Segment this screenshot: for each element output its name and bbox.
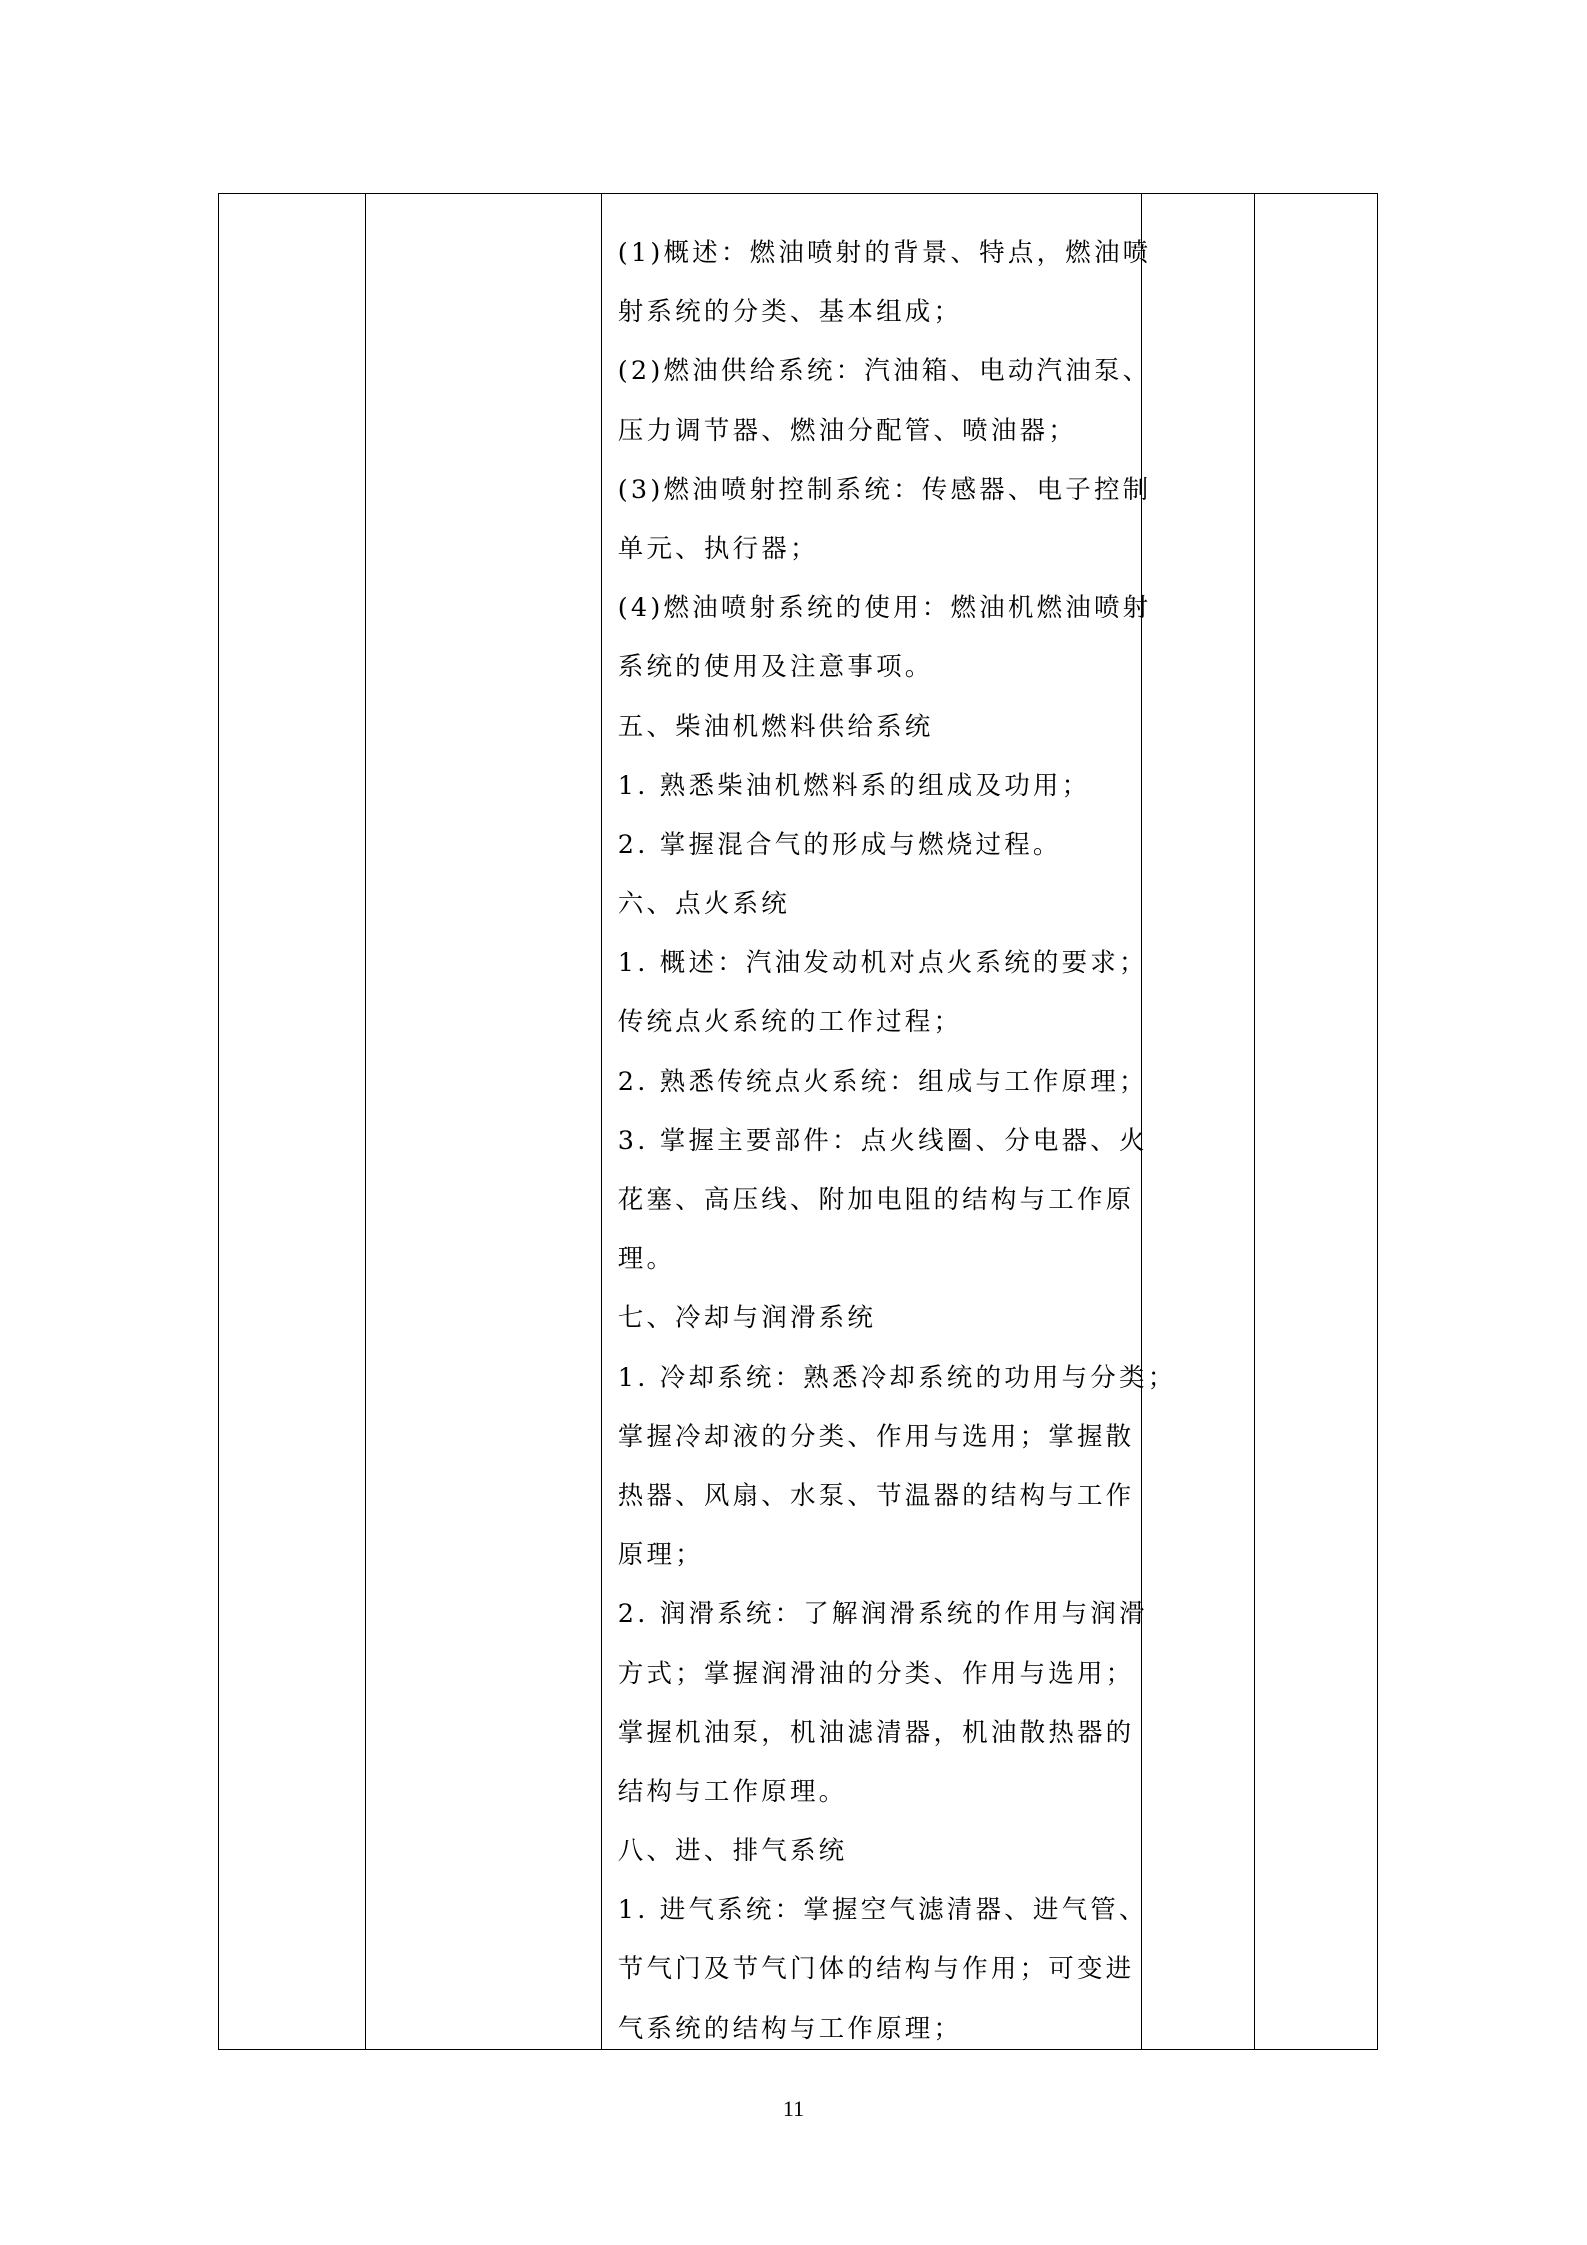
content-line: 2. 润滑系统：了解润滑系统的作用与润滑: [617, 1599, 1148, 1630]
content-line: 单元、执行器；: [617, 533, 819, 564]
content-line: 热器、风扇、水泵、节温器的结构与工作: [617, 1480, 1135, 1511]
content-line: 花塞、高压线、附加电阻的结构与工作原: [617, 1185, 1135, 1215]
table-column-1: [219, 194, 366, 2049]
content-line: (3)燃油喷射控制系统：传感器、电子控制: [617, 474, 1152, 505]
content-line: 方式；掌握润滑油的分类、作用与选用；: [617, 1658, 1135, 1689]
content-line: 掌握机油泵，机油滤清器，机油散热器的: [617, 1717, 1135, 1748]
content-line: 掌握冷却液的分类、作用与选用；掌握散: [617, 1421, 1135, 1452]
content-line: 2. 熟悉传统点火系统：组成与工作原理；: [617, 1066, 1148, 1097]
content-line: 传统点火系统的工作过程；: [617, 1007, 963, 1038]
content-line: 压力调节器、燃油分配管、喷油器；: [617, 415, 1077, 446]
content-line: (4)燃油喷射系统的使用：燃油机燃油喷射: [617, 593, 1152, 624]
section-heading: 六、点火系统: [617, 889, 790, 920]
curriculum-table: [218, 193, 1378, 2050]
table-column-2: [366, 194, 602, 2049]
content-line: (1)概述：燃油喷射的背景、特点，燃油喷: [617, 238, 1152, 268]
content-line: 结构与工作原理。: [617, 1776, 848, 1807]
content-line: 1. 概述：汽油发动机对点火系统的要求；: [617, 948, 1148, 979]
content-line: 节气门及节气门体的结构与作用；可变进: [617, 1954, 1135, 1985]
content-column: [602, 194, 1177, 2049]
content-line: 1. 进气系统：掌握空气滤清器、进气管、: [617, 1895, 1148, 1926]
content-line: 射系统的分类、基本组成；: [617, 297, 963, 328]
section-heading: 五、柴油机燃料供给系统: [617, 711, 934, 742]
content-line: 气系统的结构与工作原理；: [617, 2013, 963, 2044]
content-line: 理。: [617, 1244, 676, 1275]
section-heading: 七、冷却与润滑系统: [617, 1303, 877, 1334]
page-number: 11: [782, 2096, 805, 2121]
content-line: 原理；: [617, 1540, 704, 1571]
content-line: 3. 掌握主要部件：点火线圈、分电器、火: [617, 1125, 1148, 1156]
table-column-4: [1142, 194, 1256, 2049]
content-line: 2. 掌握混合气的形成与燃烧过程。: [617, 829, 1062, 860]
content-line: 系统的使用及注意事项。: [617, 652, 934, 683]
content-line: (2)燃油供给系统：汽油箱、电动汽油泵、: [617, 356, 1152, 387]
content-line: 1. 冷却系统：熟悉冷却系统的功用与分类；: [617, 1362, 1177, 1393]
content-line: 1. 熟悉柴油机燃料系的组成及功用；: [617, 770, 1091, 801]
section-heading: 八、进、排气系统: [617, 1836, 848, 1867]
table-column-5: [1255, 194, 1377, 2049]
